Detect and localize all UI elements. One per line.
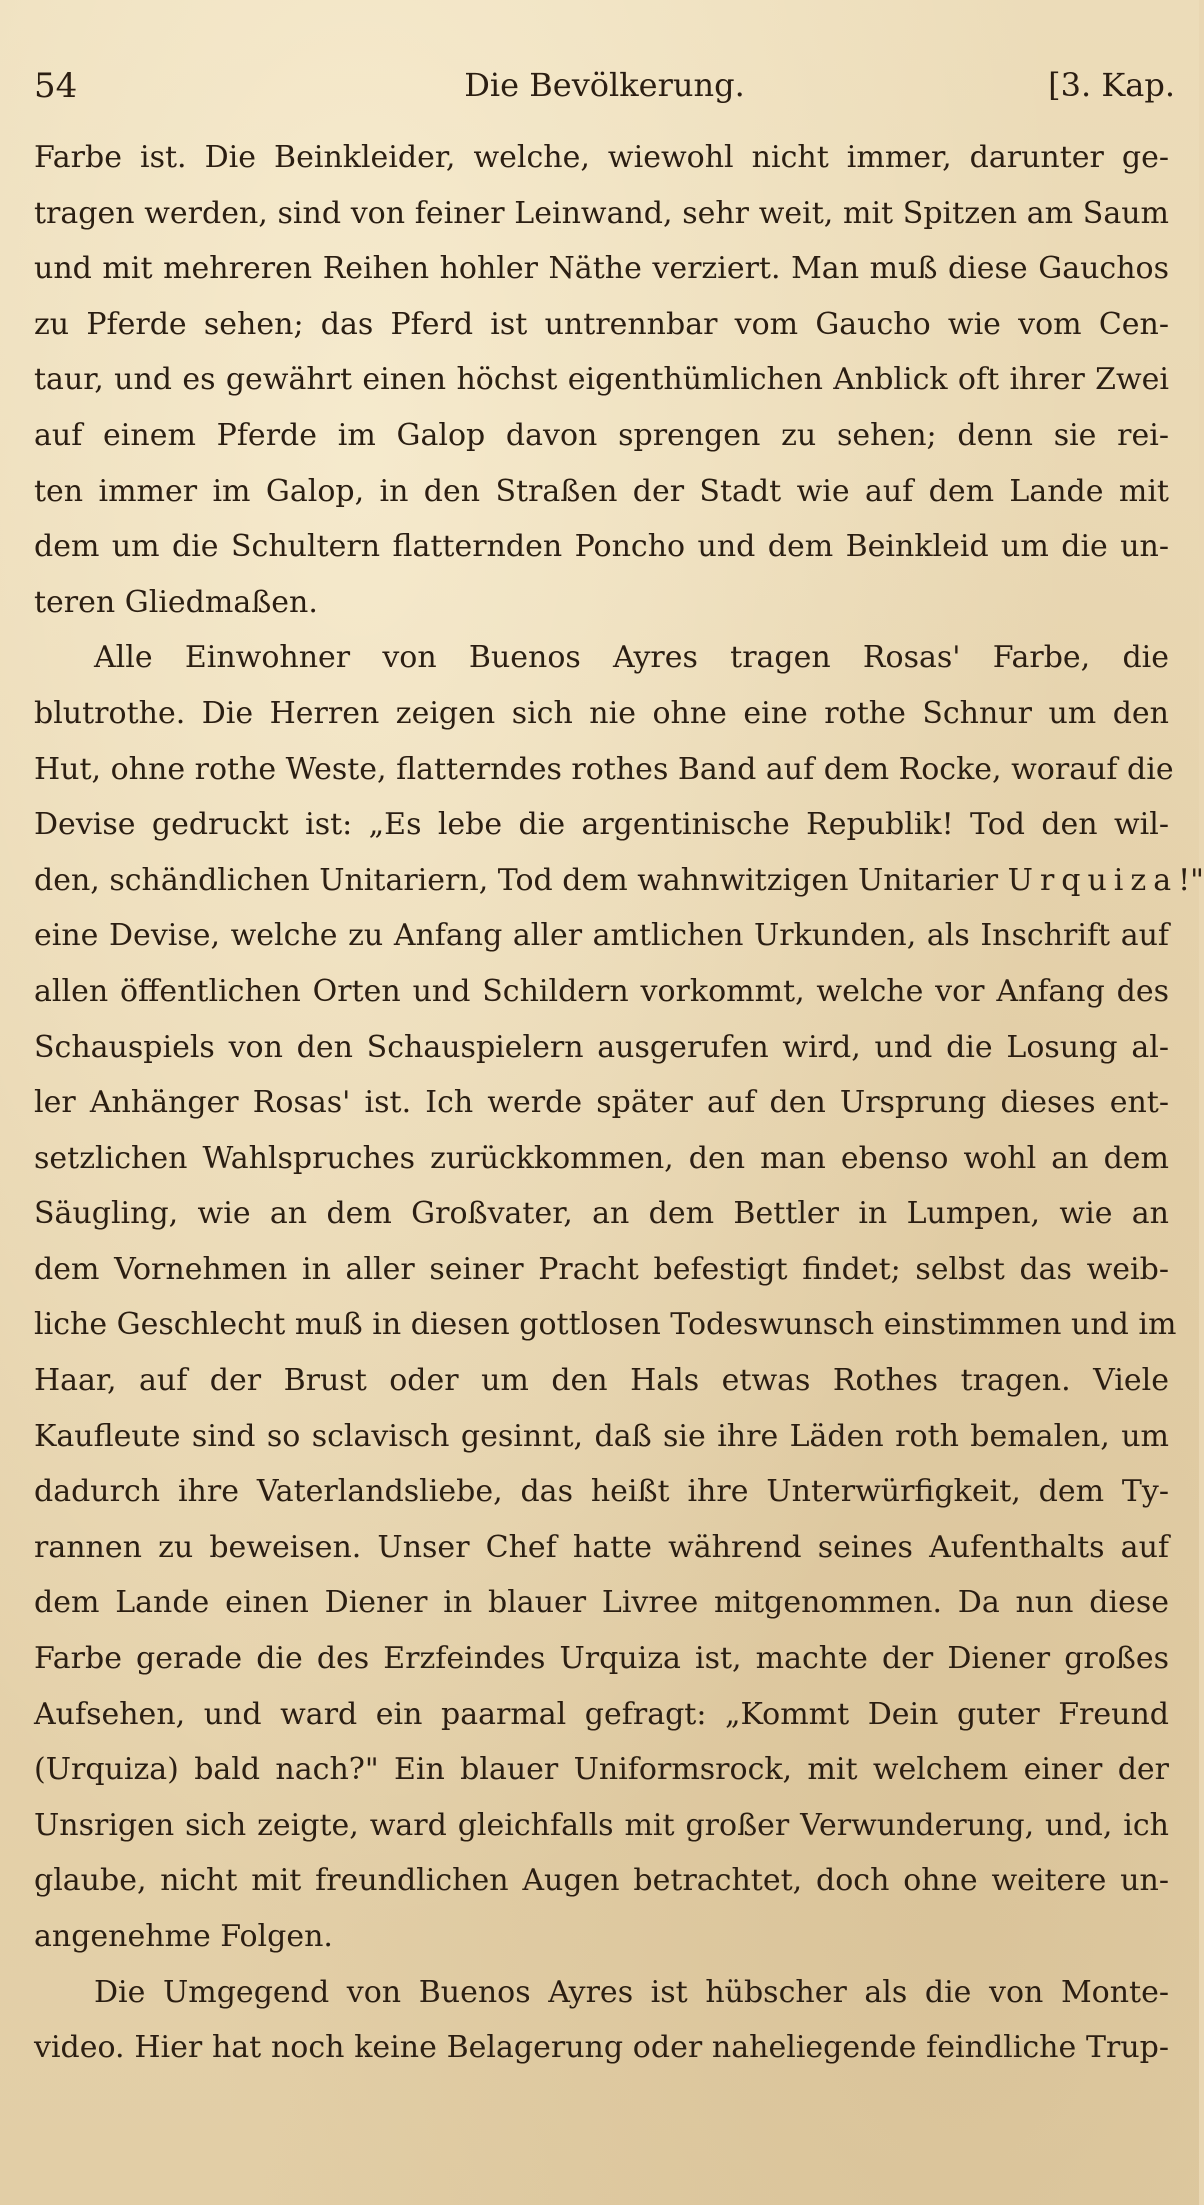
text-line: Hut, ohne rothe Weste, flatterndes rothes Band auf dem Rocke, worauf die	[34, 751, 1174, 787]
text-line: zu Pferde sehen; das Pferd ist untrennbar vom Gaucho wie vom Cen-	[34, 306, 1169, 342]
text-line: Farbe gerade die des Erzfeindes Urquiza ist, machte der Diener großes	[34, 1641, 1169, 1677]
text-line: ler Anhänger Rosas' ist. Ich werde später auf den Ursprung dieses ent-	[34, 1085, 1169, 1121]
page-header	[34, 66, 1175, 122]
paragraph-start-line: Die Umgegend von Buenos Ayres ist hübscher als die von Monte-	[94, 1974, 1169, 2010]
text-line: (Urquiza) bald nach?" Ein blauer Uniformsrock, mit welchem einer der	[34, 1752, 1169, 1788]
text-line: angenehme Folgen.	[34, 1919, 333, 1954]
text-line: und mit mehreren Reihen hohler Näthe verziert. Man muß diese Gauchos	[34, 251, 1169, 287]
page-number: 54	[34, 66, 78, 106]
text-line: Kaufleute sind so sclavisch gesinnt, daß sie ihre Läden roth bemalen, um	[34, 1418, 1169, 1454]
text-line: Devise gedruckt ist: „Es lebe die argentinische Republik! Tod den wil-	[34, 807, 1169, 843]
text-line: eine Devise, welche zu Anfang aller amtlichen Urkunden, als Inschrift auf	[34, 918, 1169, 954]
text-line: dem um die Schultern flatternden Poncho und dem Beinkleid um die un-	[34, 529, 1169, 565]
text-line: dem Lande einen Diener in blauer Livree mitgenommen. Da nun diese	[34, 1585, 1169, 1621]
text-line: auf einem Pferde im Galop davon sprengen zu sehen; denn sie rei-	[34, 417, 1169, 453]
line-prefix: den, schändlichen Unitariern, Tod dem wahnwitzigen Unitarier	[34, 862, 1008, 898]
text-line: Schauspiels von den Schauspielern ausgerufen wird, und die Losung al-	[34, 1029, 1169, 1065]
text-line: Aufsehen, und ward ein paarmal gefragt: „Kommt Dein guter Freund	[34, 1696, 1169, 1732]
text-line: glaube, nicht mit freundlichen Augen betrachtet, doch ohne weitere un-	[34, 1863, 1169, 1899]
text-line: taur, und es gewährt einen höchst eigenthümlichen Anblick oft ihrer Zwei	[34, 362, 1169, 398]
text-line: liche Geschlecht muß in diesen gottlosen Todeswunsch einstimmen und im	[34, 1307, 1177, 1343]
text-line: ten immer im Galop, in den Straßen der Stadt wie auf dem Lande mit	[34, 473, 1169, 509]
spaced-name-urquiza: Urquiza	[1007, 862, 1179, 898]
text-line: Haar, auf der Brust oder um den Hals etwas Rothes tragen. Viele	[34, 1363, 1169, 1399]
text-line: Farbe ist. Die Beinkleider, welche, wiewohl nicht immer, darunter ge-	[34, 140, 1169, 175]
text-line: video. Hier hat noch keine Belagerung oder naheliegende feindliche Trup-	[34, 2030, 1169, 2066]
paragraph-start-line: Alle Einwohner von Buenos Ayres tragen Rosas' Farbe, die	[94, 640, 1169, 676]
text-line: blutrothe. Die Herren zeigen sich nie ohne eine rothe Schnur um den	[34, 695, 1169, 731]
text-line: tragen werden, sind von feiner Leinwand, sehr weit, mit Spitzen am Saum	[34, 195, 1169, 231]
text-line: teren Gliedmaßen.	[34, 584, 318, 620]
text-line: dem Vornehmen in aller seiner Pracht befestigt findet; selbst das weib-	[34, 1251, 1169, 1287]
text-line: Unsrigen sich zeigte, ward gleichfalls mit großer Verwunderung, und, ich	[34, 1807, 1169, 1843]
running-title: Die Bevölkerung.	[464, 66, 745, 104]
text-line-with-spaced-name	[34, 853, 1204, 909]
text-line: setzlichen Wahlspruches zurückkommen, den man ebenso wohl an dem	[34, 1140, 1169, 1176]
text-line: dadurch ihre Vaterlandsliebe, das heißt ihre Unterwürfigkeit, dem Ty-	[34, 1474, 1169, 1510]
text-line: allen öffentlichen Orten und Schildern vorkommt, welche vor Anfang des	[34, 973, 1169, 1009]
chapter-label: [3. Kap.	[1048, 66, 1175, 104]
text-line: rannen zu beweisen. Unser Chef hatte während seines Aufenthalts auf	[34, 1529, 1169, 1565]
line-suffix: !"	[1178, 862, 1204, 898]
body-text	[34, 130, 1204, 2076]
text-line: Säugling, wie an dem Großvater, an dem Bettler in Lumpen, wie an	[34, 1196, 1169, 1232]
